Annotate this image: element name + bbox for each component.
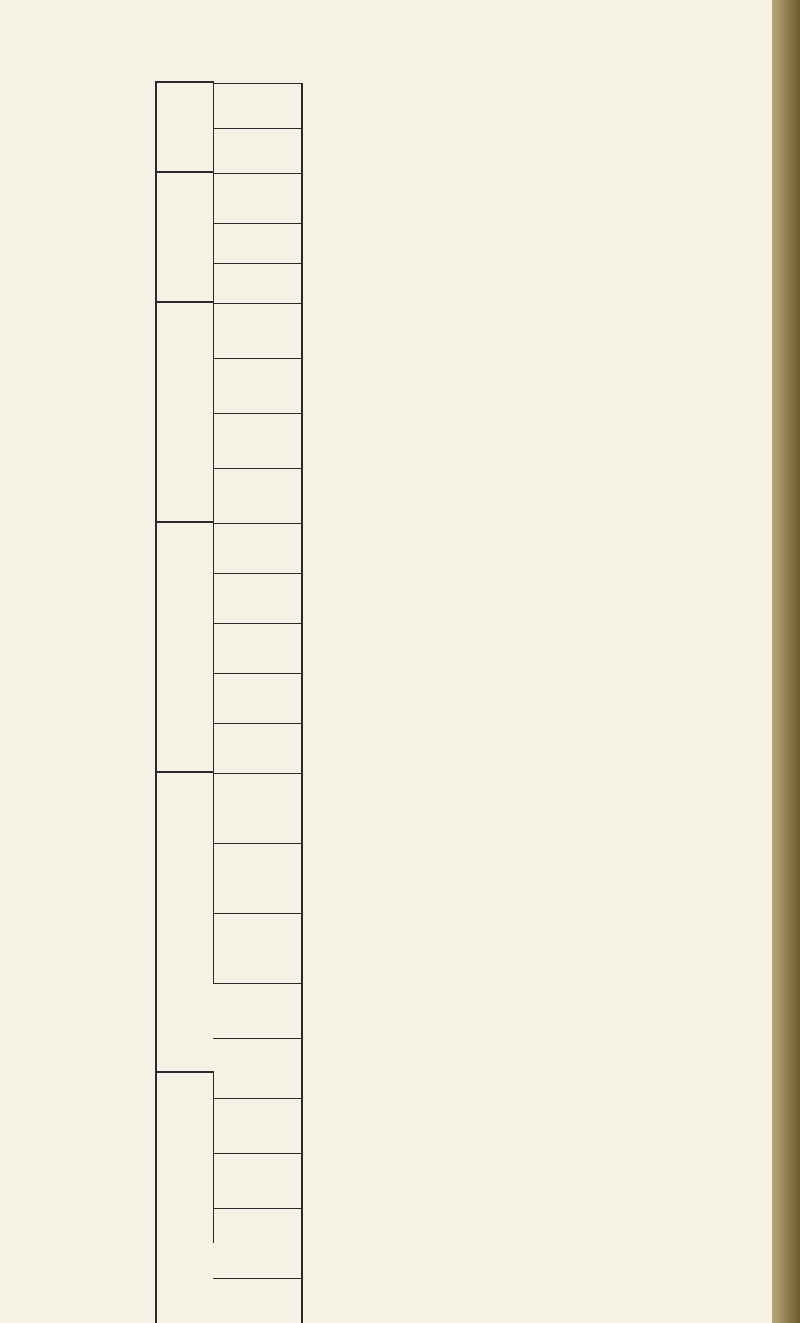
col-nb-pct bbox=[213, 83, 303, 128]
col-food-cals bbox=[213, 983, 303, 1038]
col-date bbox=[213, 1278, 303, 1323]
col-f-dry bbox=[213, 623, 303, 673]
group-weight bbox=[155, 771, 214, 983]
col-f-kol bbox=[213, 723, 303, 773]
col-u-kol bbox=[213, 263, 303, 303]
col-w-diff bbox=[213, 773, 303, 843]
col-f-sv bbox=[213, 673, 303, 723]
col-u-n bbox=[213, 173, 303, 223]
col-food-pct bbox=[213, 1098, 303, 1153]
col-food-g bbox=[213, 1038, 303, 1098]
rotated-table bbox=[93, 83, 793, 1323]
col-nb-bal bbox=[213, 128, 303, 173]
group-food bbox=[155, 1071, 214, 1243]
col-food-kol bbox=[213, 1153, 303, 1208]
col-w-before bbox=[213, 913, 303, 983]
col-a-sv-pct bbox=[213, 303, 303, 358]
col-a-sv-g bbox=[213, 358, 303, 413]
col-u-ud bbox=[213, 223, 303, 263]
col-f-n-pct bbox=[213, 573, 303, 623]
group-urine bbox=[155, 171, 214, 303]
col-a-n-pct bbox=[213, 413, 303, 468]
col-f-n-g bbox=[213, 523, 303, 573]
col-a-n-g bbox=[213, 468, 303, 523]
col-food bbox=[213, 1208, 303, 1278]
col-w-after bbox=[213, 843, 303, 913]
group-assim bbox=[155, 301, 214, 523]
group-nbal bbox=[155, 81, 214, 173]
group-feces bbox=[155, 521, 214, 773]
table-banner bbox=[93, 83, 157, 1323]
